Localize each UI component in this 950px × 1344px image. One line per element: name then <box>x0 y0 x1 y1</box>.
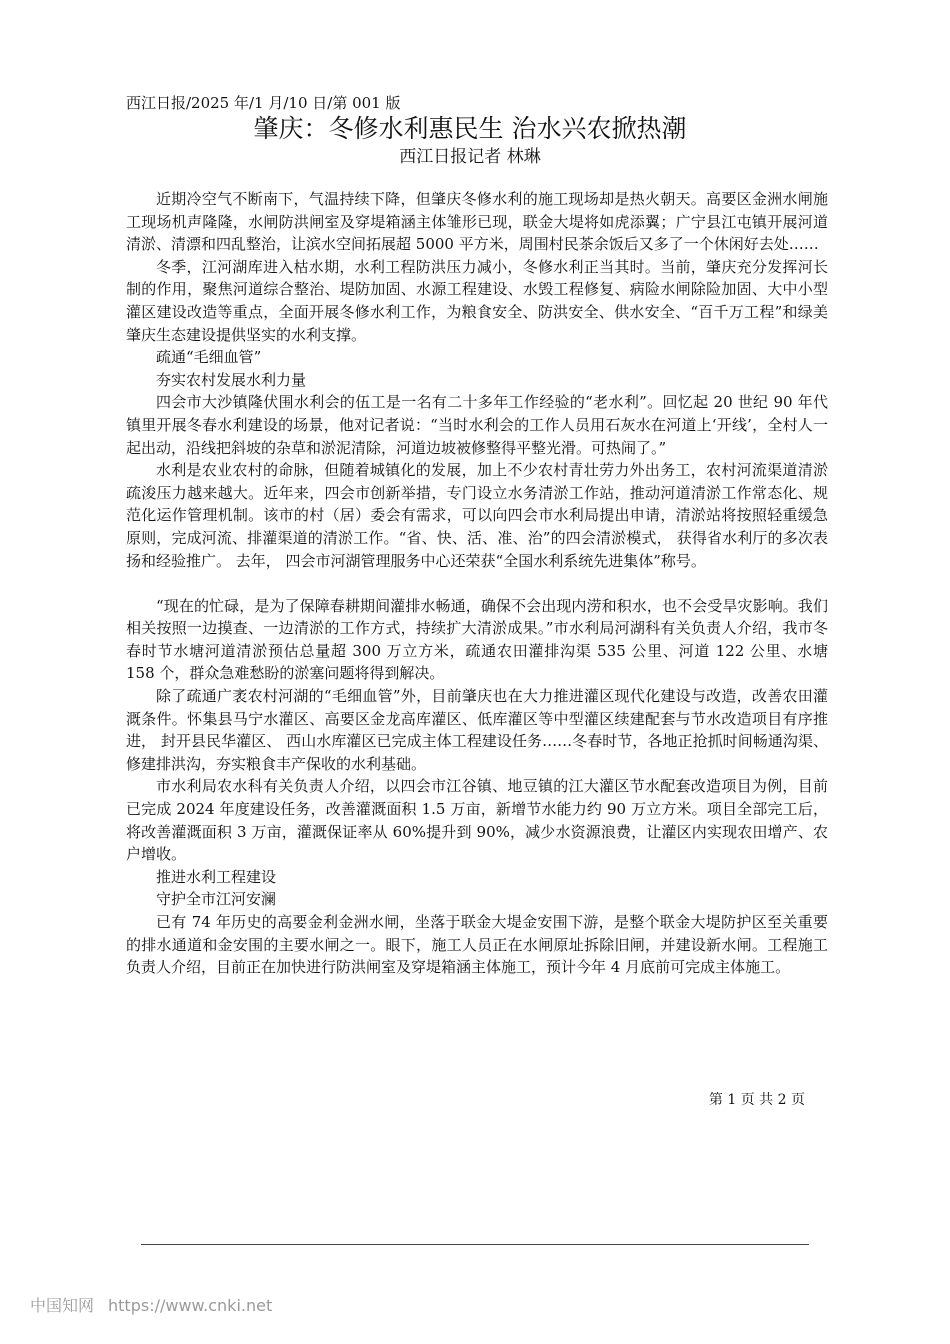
paragraph: 市水利局农水科有关负责人介绍，以四会市江谷镇、地豆镇的江大灌区节水配套改造项目为例，目前已完成 2024 年度建设任务，改善灌溉面积 1.5 万亩，新增节水能力约 90 万立方米。项目全部完工后，将改善灌溉面积 3 万亩，灌溉保证率从 60%提升到 90%，减少水资源浪费，让灌区内实现农田增产、农户增收。 <box>126 777 828 864</box>
section-heading: 疏通“毛细血管” <box>156 348 262 367</box>
article-body <box>126 188 828 979</box>
cnki-watermark <box>30 1296 286 1316</box>
footer-divider <box>141 1244 809 1245</box>
watermark-name: 中国知网 <box>30 1296 95 1315</box>
section-subheading: 守护全市江河安澜 <box>156 890 277 909</box>
paragraph: 水利是农业农村的命脉，但随着城镇化的发展，加上不少农村青壮劳力外出务工，农村河流渠道清淤疏浚压力越来越大。近年来，四会市创新举措，专门设立水务清淤工作站，推动河道清淤工作常态化、规范化运作管理机制。该市的村（居）委会有需求，可以向四会市水利局提出申请，清淤站将按照轻重缓急原则，完成河流、排灌渠道的清淤工作。“省、快、活、准、治”的四会清淤模式， 获得省水利厅的多次表扬和经验推广。 去年， 四会市河湖管理服务中心还荣获“全国水利系统先进集体”称号。 <box>126 461 828 570</box>
paragraph: 已有 74 年历史的高要金利金洲水闸，坐落于联金大堤金安围下游，是整个联金大堤防护区至关重要的排水通道和金安围的主要水闸之一。眼下，施工人员正在水闸原址拆除旧闸，并建设新水闸。工程施工负责人介绍，目前正在加快进行防洪闸室及穿堤箱涵主体施工，预计今年 4 月底前可完成主体施工。 <box>126 913 828 977</box>
paragraph: 冬季，江河湖库进入枯水期，水利工程防洪压力减小，冬修水利正当其时。当前，肇庆充分发挥河长制的作用，聚焦河道综合整治、堤防加固、水源工程建设、水毁工程修复、病险水闸除险加固、大中小型灌区建设改造等重点，全面开展冬修水利工作，为粮食安全、防洪安全、供水安全、“百千万工程”和绿美肇庆生态建设提供坚实的水利支撑。 <box>126 257 828 344</box>
paragraph: 除了疏通广袤农村河湖的“毛细血管”外，目前肇庆也在大力推进灌区现代化建设与改造，改善农田灌溉条件。怀集县马宁水灌区、高要区金龙高库灌区、低库灌区等中型灌区续建配套与节水改造项目有序推进， 封开县民华灌区、 西山水库灌区已完成主体工程建设任务……冬春时节，各地正抢抓时间畅通沟渠、修建排洪沟，夯实粮食丰产保收的水利基础。 <box>126 687 828 773</box>
paragraph: 近期冷空气不断南下，气温持续下降，但肇庆冬修水利的施工现场却是热火朝天。高要区金洲水闸施工现场机声隆隆，水闸防洪闸室及穿堤箱涵主体雏形已现，联金大堤将如虎添翼；广宁县江屯镇开展河道清淤、清漂和四乱整治，让滨水空间拓展超 5000 平方米，周围村民茶余饭后又多了一个休闲好去处…… <box>126 190 828 254</box>
byline: 西江日报记者 林琳 <box>399 147 541 167</box>
article-title: 肇庆：冬修水利惠民生 治水兴农掀热潮 <box>253 114 687 143</box>
paragraph: 四会市大沙镇隆伏围水利会的伍工是一名有二十多年工作经验的“老水利”。回忆起 20 世纪 90 年代镇里开展冬春水利建设的场景，他对记者说：“当时水利会的工作人员用石灰水在河道上‘开线’，全村人一起出动，沿线把斜坡的杂草和淤泥清除，河道边坡被修整得平整光滑。可热闹了。” <box>126 393 828 457</box>
section-subheading: 夯实农村发展水利力量 <box>156 370 307 389</box>
source-line: 西江日报/2025 年/1 月/10 日/第 001 版 <box>126 94 401 112</box>
section-heading: 推进水利工程建设 <box>156 867 277 886</box>
page-number: 第 1 页 共 2 页 <box>708 1092 805 1108</box>
watermark-url: https://www.cnki.net <box>108 1296 273 1315</box>
paragraph: “现在的忙碌，是为了保障春耕期间灌排水畅通，确保不会出现内涝和积水，也不会受旱灾影响。我们相关按照一边摸查、一边清淤的工作方式，持续扩大清淤成果。”市水利局河湖科有关负责人介绍，我市冬春时节水塘河道清淤预估总量超 300 万立方米，疏通农田灌排沟渠 535 公里、河道 122 公里、水塘 158 个，群众急难愁盼的淤塞问题将得到解决。 <box>126 596 828 683</box>
